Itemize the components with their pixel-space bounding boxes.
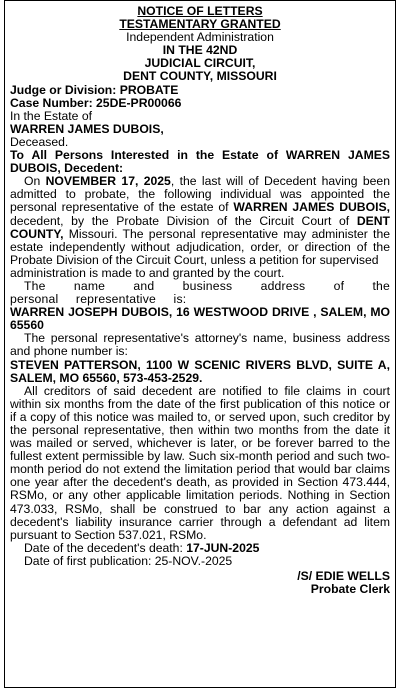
court-line2: JUDICIAL CIRCUIT, [144, 56, 256, 71]
creditors-paragraph: All creditors of said decedent are notified to file claims in court within six months from the date of the first publication of this notice or if a copy of this notice was mailed to, or served upon, such creditor by the personal representative, then within two months from the date it was mailed or served, whichever is later, or be forever barred to the fullest extent permissible by law. Such six-month period and such two-month period do not extend the limitation period that would bar claims one year after the decedent's death, as provided in Section 473.444, RSMo, or any other applicable limitation periods. Nothing in Section 473.033, RSMo, shall be construed to bar any action against a decedent's liability insurance carrier through a defendant ad litem pursuant to Section 537.021, RSMo. [10, 383, 390, 542]
case-number: Case Number: 25DE-PR00066 [10, 95, 182, 110]
appointment-paragraph-end: administration is made to and granted by the court. [10, 265, 285, 280]
representative-intro: The name and business address of the personal representative is: [10, 278, 390, 307]
deceased-label: Deceased. [10, 134, 69, 149]
court-line3: DENT COUNTY, MISSOURI [123, 69, 277, 84]
estate-intro: In the Estate of [10, 108, 92, 123]
appointment-date: NOVEMBER 17, 2025 [45, 174, 171, 189]
decedent-name: WARREN JAMES DUBOIS, [10, 121, 164, 136]
court-line1: IN THE 42ND [162, 43, 238, 58]
legal-notice [4, 0, 396, 688]
representative-address: WARREN JOSEPH DUBOIS, 16 WESTWOOD DRIVE , SALEM, MO 65560 [10, 305, 390, 333]
attorney-details: STEVEN PATTERSON, 1100 W SCENIC RIVERS BLVD, SUITE A, SALEM, MO 65560, 573-453-2529. [10, 357, 390, 385]
appointment-paragraph: On NOVEMBER 17, 2025, the last will of Decedent having been admitted to probate, the following individual was appointed the personal representative of the estate of WARREN JAMES DUBOIS, decedent, by the Probate Division of the Circuit Court of DENT COUNTY, Missouri. The personal representative may administer the estate independently without adjudication, order, or direction of the Probate Division of the Circuit Court, unless a petition for supervised [10, 174, 390, 267]
notice-subtitle: Independent Administration [126, 30, 274, 45]
death-date: 17-JUN-2025 [186, 540, 260, 555]
signature-title: Probate Clerk [310, 582, 390, 597]
notice-title-line2: TESTAMENTARY GRANTED [119, 17, 281, 32]
publication-date-line: Date of first publication: 25-NOV.-2025 [24, 553, 233, 568]
attorney-intro: The personal representative's attorney's name, business address and phone number is: [10, 331, 390, 359]
publication-date: 25-NOV.-2025 [154, 553, 233, 568]
death-date-line: Date of the decedent's death: 17-JUN-2025 [24, 540, 260, 555]
county-name: DENT COUNTY, [10, 213, 390, 241]
judge-division: Judge or Division: PROBATE [10, 82, 179, 97]
signature: /S/ EDIE WELLS [297, 569, 390, 584]
interested-persons-heading: To All Persons Interested in the Estate of WARREN JAMES DUBOIS, Decedent: [10, 148, 390, 176]
estate-name: WARREN JAMES DUBOIS, [233, 200, 390, 215]
notice-title-line1: NOTICE OF LETTERS [137, 4, 263, 18]
